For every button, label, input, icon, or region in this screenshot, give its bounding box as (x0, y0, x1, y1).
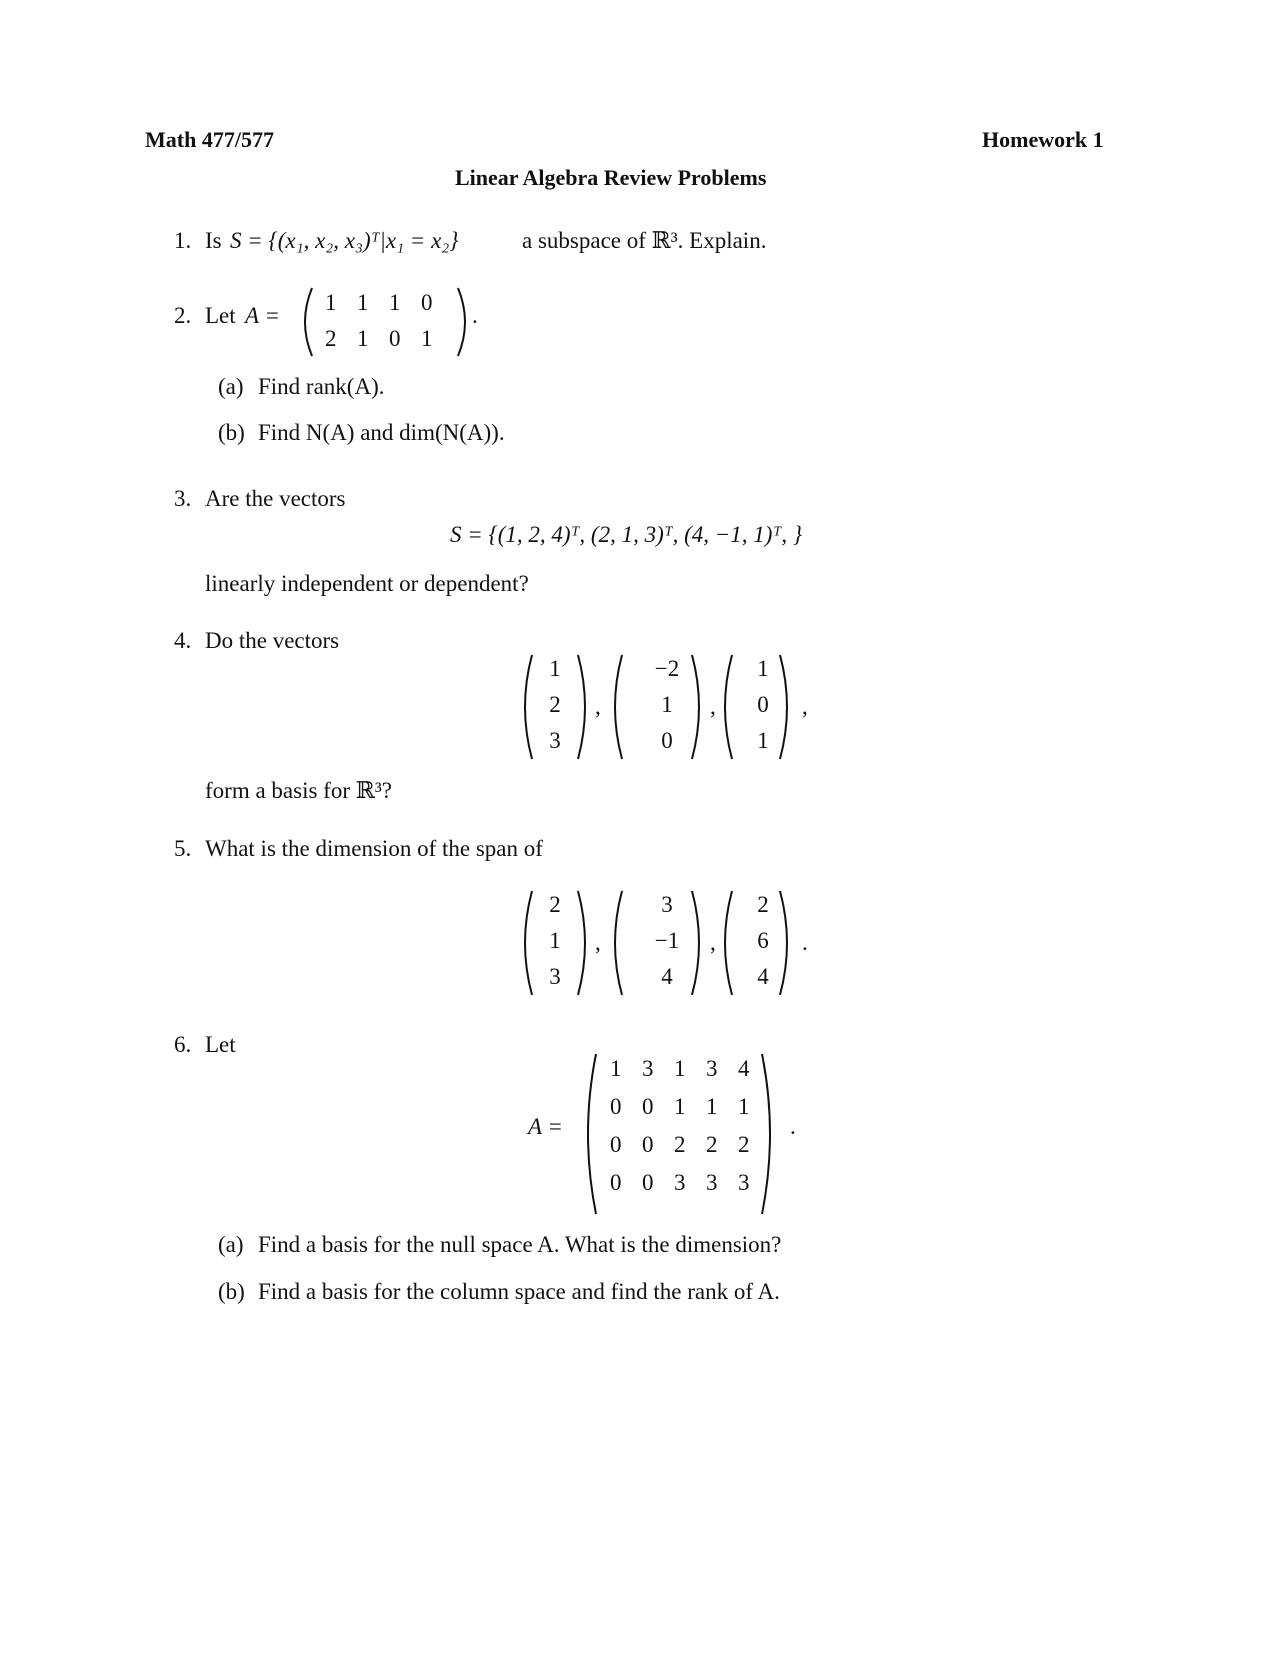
matrix-cell: 3 (674, 1170, 686, 1195)
part-label: (a) (218, 374, 244, 399)
problem-text: linearly independent or dependent? (205, 571, 529, 596)
problem-number: 4. (174, 628, 192, 653)
set-expression: S = {(1, 2, 4)ᵀ, (2, 1, 3)ᵀ, (4, −1, 1)ᵀ, } (450, 522, 803, 547)
matrix-cell: 0 (610, 1170, 622, 1195)
part-text: Find a basis for the null space A. What is the dimension? (258, 1232, 782, 1257)
period: . (790, 1114, 796, 1139)
comma: , (802, 694, 808, 719)
matrix-cell: 1 (610, 1056, 622, 1081)
matrix-cell: 1 (357, 290, 369, 315)
problem-lead: Do the vectors (205, 628, 340, 653)
problem-number: 2. (174, 303, 192, 328)
matrix-lhs: A = (245, 303, 280, 328)
matrix-cell: 1 (325, 290, 337, 315)
set-expression: S = {(x₁, x₂, x₃)ᵀ|x₁ = x₂} (230, 228, 459, 253)
problem-lead: Let (205, 303, 236, 328)
vector-3: 2 6 4 (757, 892, 769, 989)
part-label: (a) (218, 1232, 244, 1257)
matrix-cell: 1 (738, 1094, 750, 1119)
period: . (472, 303, 478, 328)
matrix-cell: 3 (706, 1056, 718, 1081)
problem-number: 5. (174, 836, 192, 861)
page-title: Linear Algebra Review Problems (455, 165, 767, 190)
part-text: Find N(A) and dim(N(A)). (258, 420, 505, 445)
matrix-cell: 3 (642, 1056, 654, 1081)
part-text: Find rank(A). (258, 374, 385, 399)
comma: , (595, 930, 601, 955)
comma: , (710, 930, 716, 955)
matrix-cell: 0 (642, 1170, 654, 1195)
vector-2: −2 1 0 (654, 656, 680, 753)
matrix-cell: 1 (706, 1094, 718, 1119)
matrix-cell: 3 (738, 1170, 750, 1195)
vector-3: 1 0 1 (757, 656, 769, 753)
problem-lead: Let (205, 1032, 236, 1057)
matrix-cell: 2 (738, 1132, 750, 1157)
matrix-cell: 4 (738, 1056, 750, 1081)
matrix-cell: 1 (421, 326, 433, 351)
problem-text: form a basis for ℝ³? (205, 778, 392, 803)
matrix-cell: 2 (325, 326, 337, 351)
part-label: (b) (218, 1279, 245, 1304)
part-text: Find a basis for the column space and find the rank of A. (258, 1279, 780, 1304)
matrix-cell: 2 (674, 1132, 686, 1157)
matrix-cell: 0 (421, 290, 433, 315)
vector-1: 2 1 3 (549, 892, 561, 989)
matrix-cell: 0 (389, 326, 401, 351)
period: . (802, 930, 808, 955)
matrix-cell: 1 (674, 1094, 686, 1119)
problem-lead: Is (205, 228, 222, 253)
problem-lead: Are the vectors (205, 486, 346, 511)
comma: , (710, 694, 716, 719)
vector-2: 3 −1 4 (654, 892, 680, 989)
matrix-lhs: A = (528, 1114, 563, 1139)
matrix-cell: 0 (610, 1132, 622, 1157)
matrix-cell: 0 (642, 1132, 654, 1157)
matrix-cell: 0 (610, 1094, 622, 1119)
matrix-cell: 1 (357, 326, 369, 351)
matrix-cell: 2 (706, 1132, 718, 1157)
matrix-cell: 3 (706, 1170, 718, 1195)
homework-label: Homework 1 (982, 127, 1104, 152)
problem-text: a subspace of ℝ³. Explain. (522, 228, 767, 253)
matrix-cell: 1 (389, 290, 401, 315)
course-title: Math 477/577 (145, 127, 274, 152)
vector-1: 1 2 3 (549, 656, 561, 753)
part-label: (b) (218, 420, 245, 445)
comma: , (595, 694, 601, 719)
problem-lead: What is the dimension of the span of (205, 836, 543, 861)
matrix-cell: 1 (674, 1056, 686, 1081)
problem-number: 3. (174, 486, 192, 511)
matrix-cell: 0 (642, 1094, 654, 1119)
problem-number: 6. (174, 1032, 192, 1057)
problem-number: 1. (174, 228, 192, 253)
